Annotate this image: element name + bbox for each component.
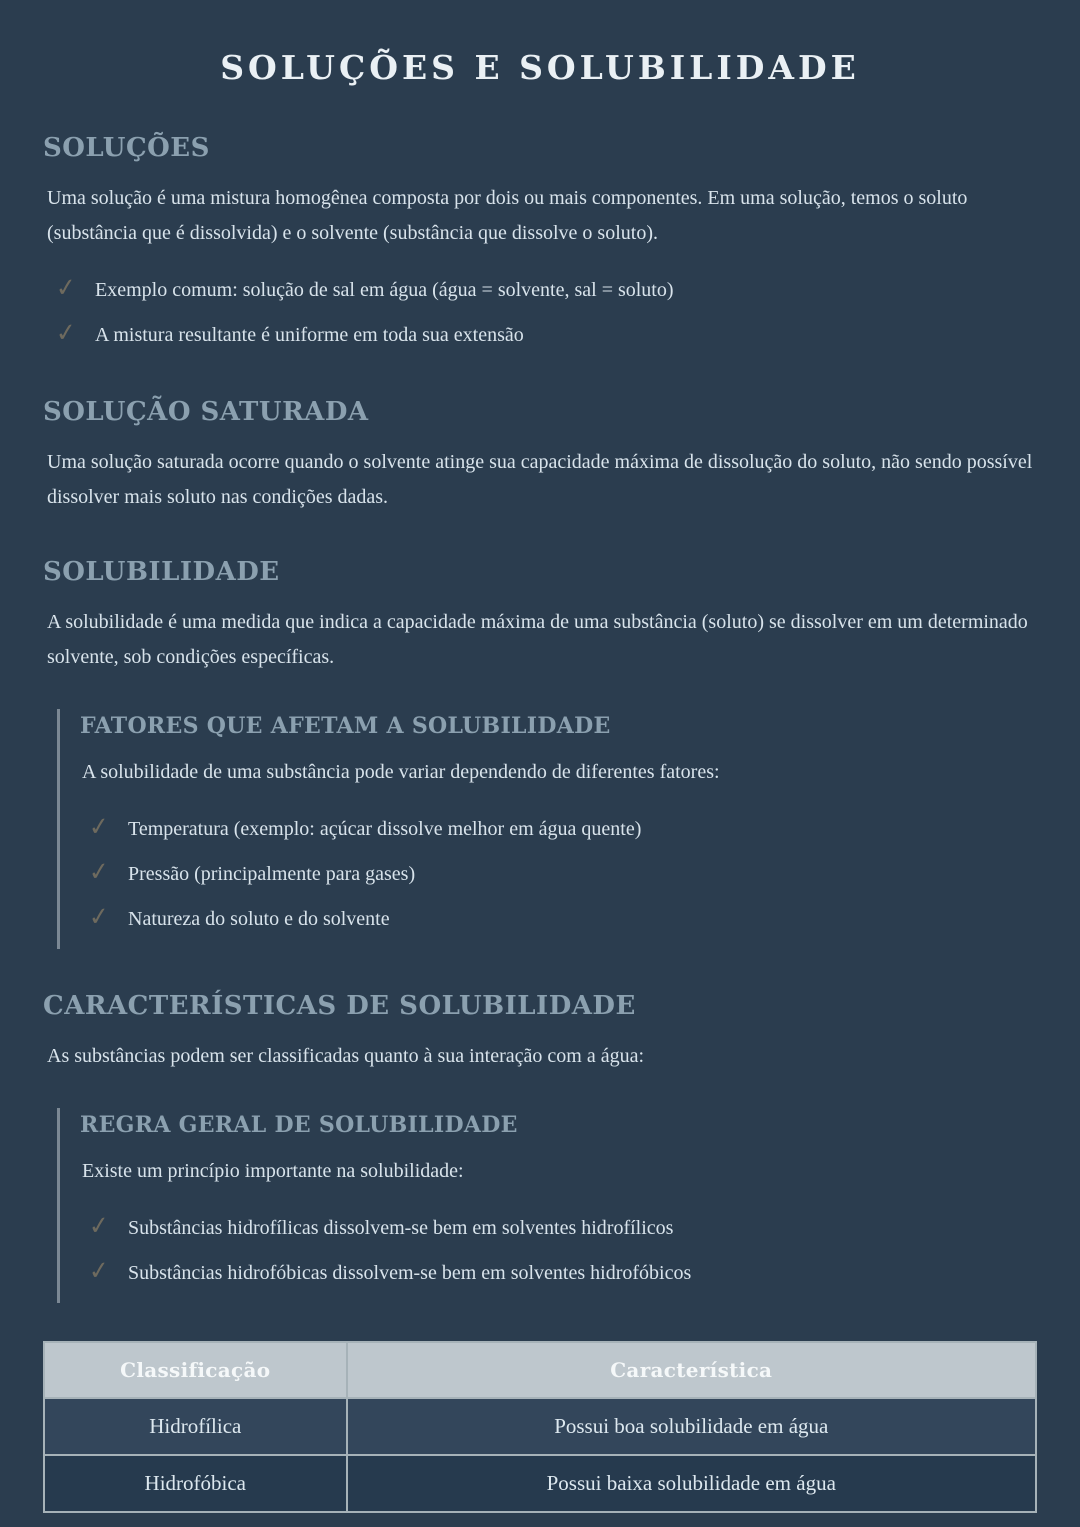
subsection-fatores — [57, 709, 1037, 949]
page-title: SOLUÇÕES E SOLUBILIDADE — [220, 48, 860, 87]
table-cell-classification: Hidrofílica — [44, 1398, 347, 1455]
section-solubilidade — [43, 557, 1037, 949]
table-header-classificacao: Classificação — [44, 1342, 347, 1398]
check-icon: ✓ — [54, 271, 78, 304]
subsection-paragraph: Existe um princípio importante na solubilidade: — [82, 1160, 464, 1182]
check-item-text: Temperatura (exemplo: açúcar dissolve melhor em água quente) — [128, 818, 642, 840]
table-cell-classification: Hidrofóbica — [44, 1455, 347, 1512]
check-item-text: Substâncias hidrofílicas dissolvem-se bem em solventes hidrofílicos — [128, 1217, 674, 1239]
classification-table — [43, 1341, 1037, 1513]
section-caracteristicas — [43, 991, 1037, 1303]
check-item-text: Natureza do soluto e do solvente — [128, 908, 390, 930]
section-heading-caracteristicas: CARACTERÍSTICAS DE SOLUBILIDADE — [43, 991, 636, 1021]
section-heading-solucoes: SOLUÇÕES — [43, 133, 210, 163]
check-item-text: Exemplo comum: solução de sal em água (água = solvente, sal = soluto) — [95, 279, 674, 301]
checklist — [43, 265, 1037, 355]
check-item — [49, 265, 1037, 310]
section-heading-saturada: SOLUÇÃO SATURADA — [43, 397, 369, 427]
check-item — [82, 849, 1037, 894]
check-icon: ✓ — [87, 810, 111, 843]
table-row-hidrofilica — [44, 1398, 1036, 1455]
table-row-hidrofobica — [44, 1455, 1036, 1512]
subsection-heading-regra: REGRA GERAL DE SOLUBILIDADE — [80, 1112, 518, 1138]
check-icon: ✓ — [87, 855, 111, 888]
section-paragraph: Uma solução é uma mistura homogênea composta por dois ou mais componentes. Em uma solução, temos o soluto (substância que é dissolvida) e o solvente (substância que dissolve o soluto). — [47, 187, 968, 244]
section-paragraph: As substâncias podem ser classificadas quanto à sua interação com a água: — [47, 1045, 645, 1067]
section-paragraph: A solubilidade é uma medida que indica a capacidade máxima de uma substância (soluto) se dissolver em um determinado solvente, sob condições específicas. — [47, 611, 1028, 668]
check-item — [82, 804, 1037, 849]
table-cell-characteristic: Possui boa solubilidade em água — [347, 1398, 1036, 1455]
check-icon: ✓ — [87, 1209, 111, 1242]
section-solucao-saturada — [43, 397, 1037, 515]
check-item-text: A mistura resultante é uniforme em toda sua extensão — [95, 324, 524, 346]
check-icon: ✓ — [87, 900, 111, 933]
subsection-paragraph: A solubilidade de uma substância pode variar dependendo de diferentes fatores: — [82, 761, 720, 783]
check-item — [82, 1248, 1037, 1293]
table-cell-characteristic: Possui baixa solubilidade em água — [347, 1455, 1036, 1512]
check-icon: ✓ — [87, 1254, 111, 1287]
table-header-caracteristica: Característica — [347, 1342, 1036, 1398]
table-header-row — [44, 1342, 1036, 1398]
subsection-heading-fatores: FATORES QUE AFETAM A SOLUBILIDADE — [80, 713, 611, 739]
checklist — [80, 1203, 1037, 1293]
section-solucoes — [43, 133, 1037, 355]
check-icon: ✓ — [54, 316, 78, 349]
check-item-text: Pressão (principalmente para gases) — [128, 863, 416, 885]
check-item — [82, 1203, 1037, 1248]
check-item — [82, 894, 1037, 939]
check-item-text: Substâncias hidrofóbicas dissolvem-se bem em solventes hidrofóbicos — [128, 1262, 692, 1284]
subsection-regra-geral — [57, 1108, 1037, 1303]
checklist — [80, 804, 1037, 939]
section-paragraph: Uma solução saturada ocorre quando o solvente atinge sua capacidade máxima de dissolução do soluto, não sendo possível dissolver mais soluto nas condições dadas. — [47, 451, 1033, 508]
check-item — [49, 310, 1037, 355]
section-heading-solubilidade: SOLUBILIDADE — [43, 557, 280, 587]
